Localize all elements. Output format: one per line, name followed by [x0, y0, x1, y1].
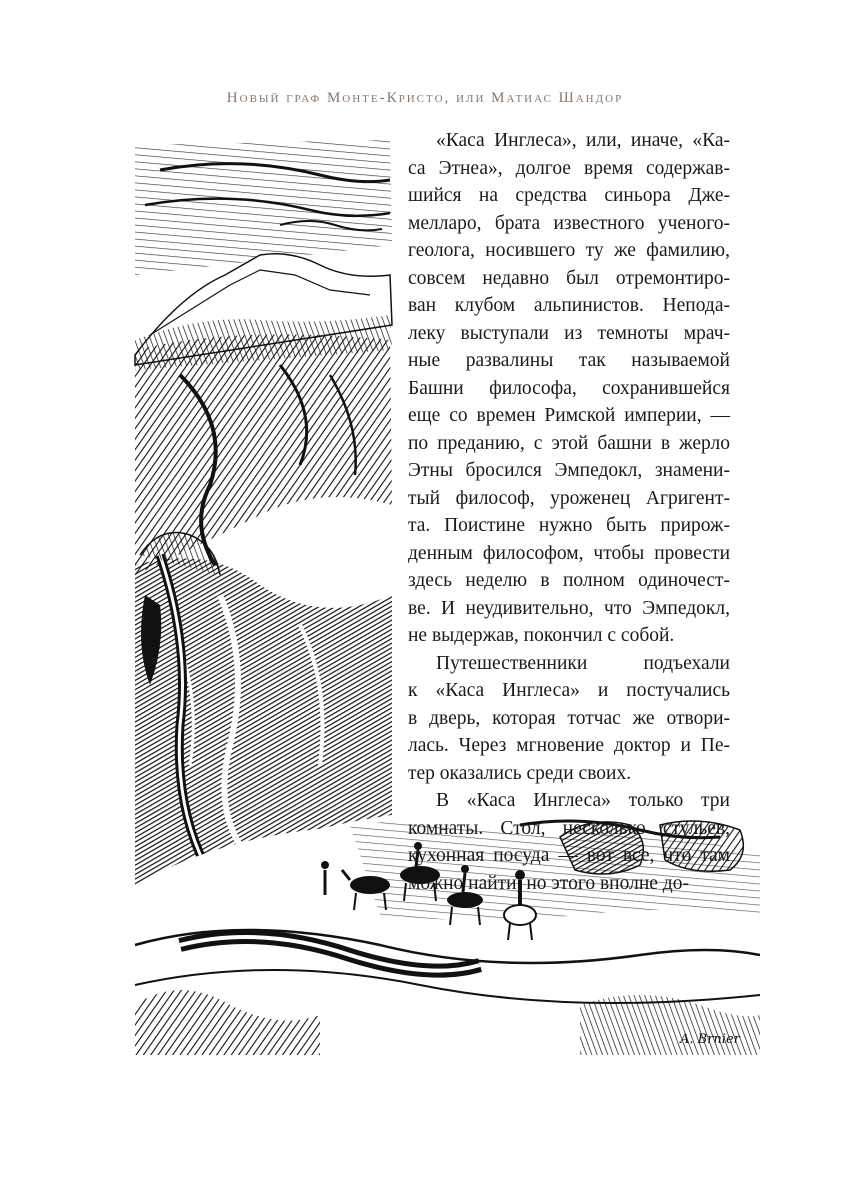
- text-line: мелларо, брата известного ученого-: [408, 212, 730, 234]
- text-line: са Этнеа», долгое время содержав-: [408, 157, 730, 179]
- text-line: ные развалины так называемой: [408, 350, 730, 371]
- text-line: в дверь, которая тотчас же отвори-: [408, 707, 730, 729]
- paragraph-1: [408, 127, 730, 650]
- text-line: можно найти, но этого вполне до-: [408, 872, 689, 894]
- text-line: не выдержав, покончил с собой.: [408, 625, 675, 646]
- text-line: кухонная посуда — вот все, что там: [408, 845, 730, 866]
- artist-signature: A. Brnier: [680, 1032, 740, 1047]
- text-line: Этны бросился Эмпедокл, знамени-: [408, 460, 730, 481]
- text-line: еще со времен Римской империи, —: [408, 405, 730, 426]
- text-line: лась. Через мгновение доктор и Пе-: [408, 735, 730, 756]
- text-line: совсем недавно был отремонтиро-: [408, 267, 730, 289]
- text-line: шийся на средства синьора Дже-: [408, 185, 730, 206]
- text-line: тер оказались среди своих.: [408, 762, 632, 784]
- text-line: к «Каса Инглеса» и постучались: [408, 680, 730, 701]
- running-title: Новый граф Монте-Кристо, или Матиас Шандор: [226, 90, 624, 106]
- text-line: ве. И неудивительно, что Эмпедокл,: [408, 597, 730, 619]
- text-line: денным философом, чтобы провести: [408, 542, 730, 564]
- text-line: «Каса Инглеса», или, иначе, «Ка-: [436, 130, 730, 151]
- text-line: ван клубом альпинистов. Непода-: [408, 295, 730, 316]
- paragraph-3: [408, 787, 730, 897]
- text-line: геолога, носившего ту же фамилию,: [408, 240, 730, 261]
- text-line: В «Каса Инглеса» только три: [436, 790, 730, 811]
- body-text: [408, 127, 730, 897]
- text-line: та. Поистине нужно быть прирож-: [408, 515, 730, 536]
- text-line: Путешественники подъехали: [436, 652, 730, 674]
- text-line: комнаты. Стол, несколько стульев,: [408, 817, 730, 839]
- text-line: тый философ, уроженец Агригент-: [408, 487, 730, 509]
- text-line: леку выступали из темноты мрач-: [408, 322, 730, 344]
- text-line: здесь неделю в полном одиночест-: [408, 570, 730, 591]
- text-line: Башни философа, сохранившейся: [408, 377, 730, 399]
- paragraph-2: [408, 650, 730, 788]
- text-line: по преданию, с этой башни в жерло: [408, 432, 730, 454]
